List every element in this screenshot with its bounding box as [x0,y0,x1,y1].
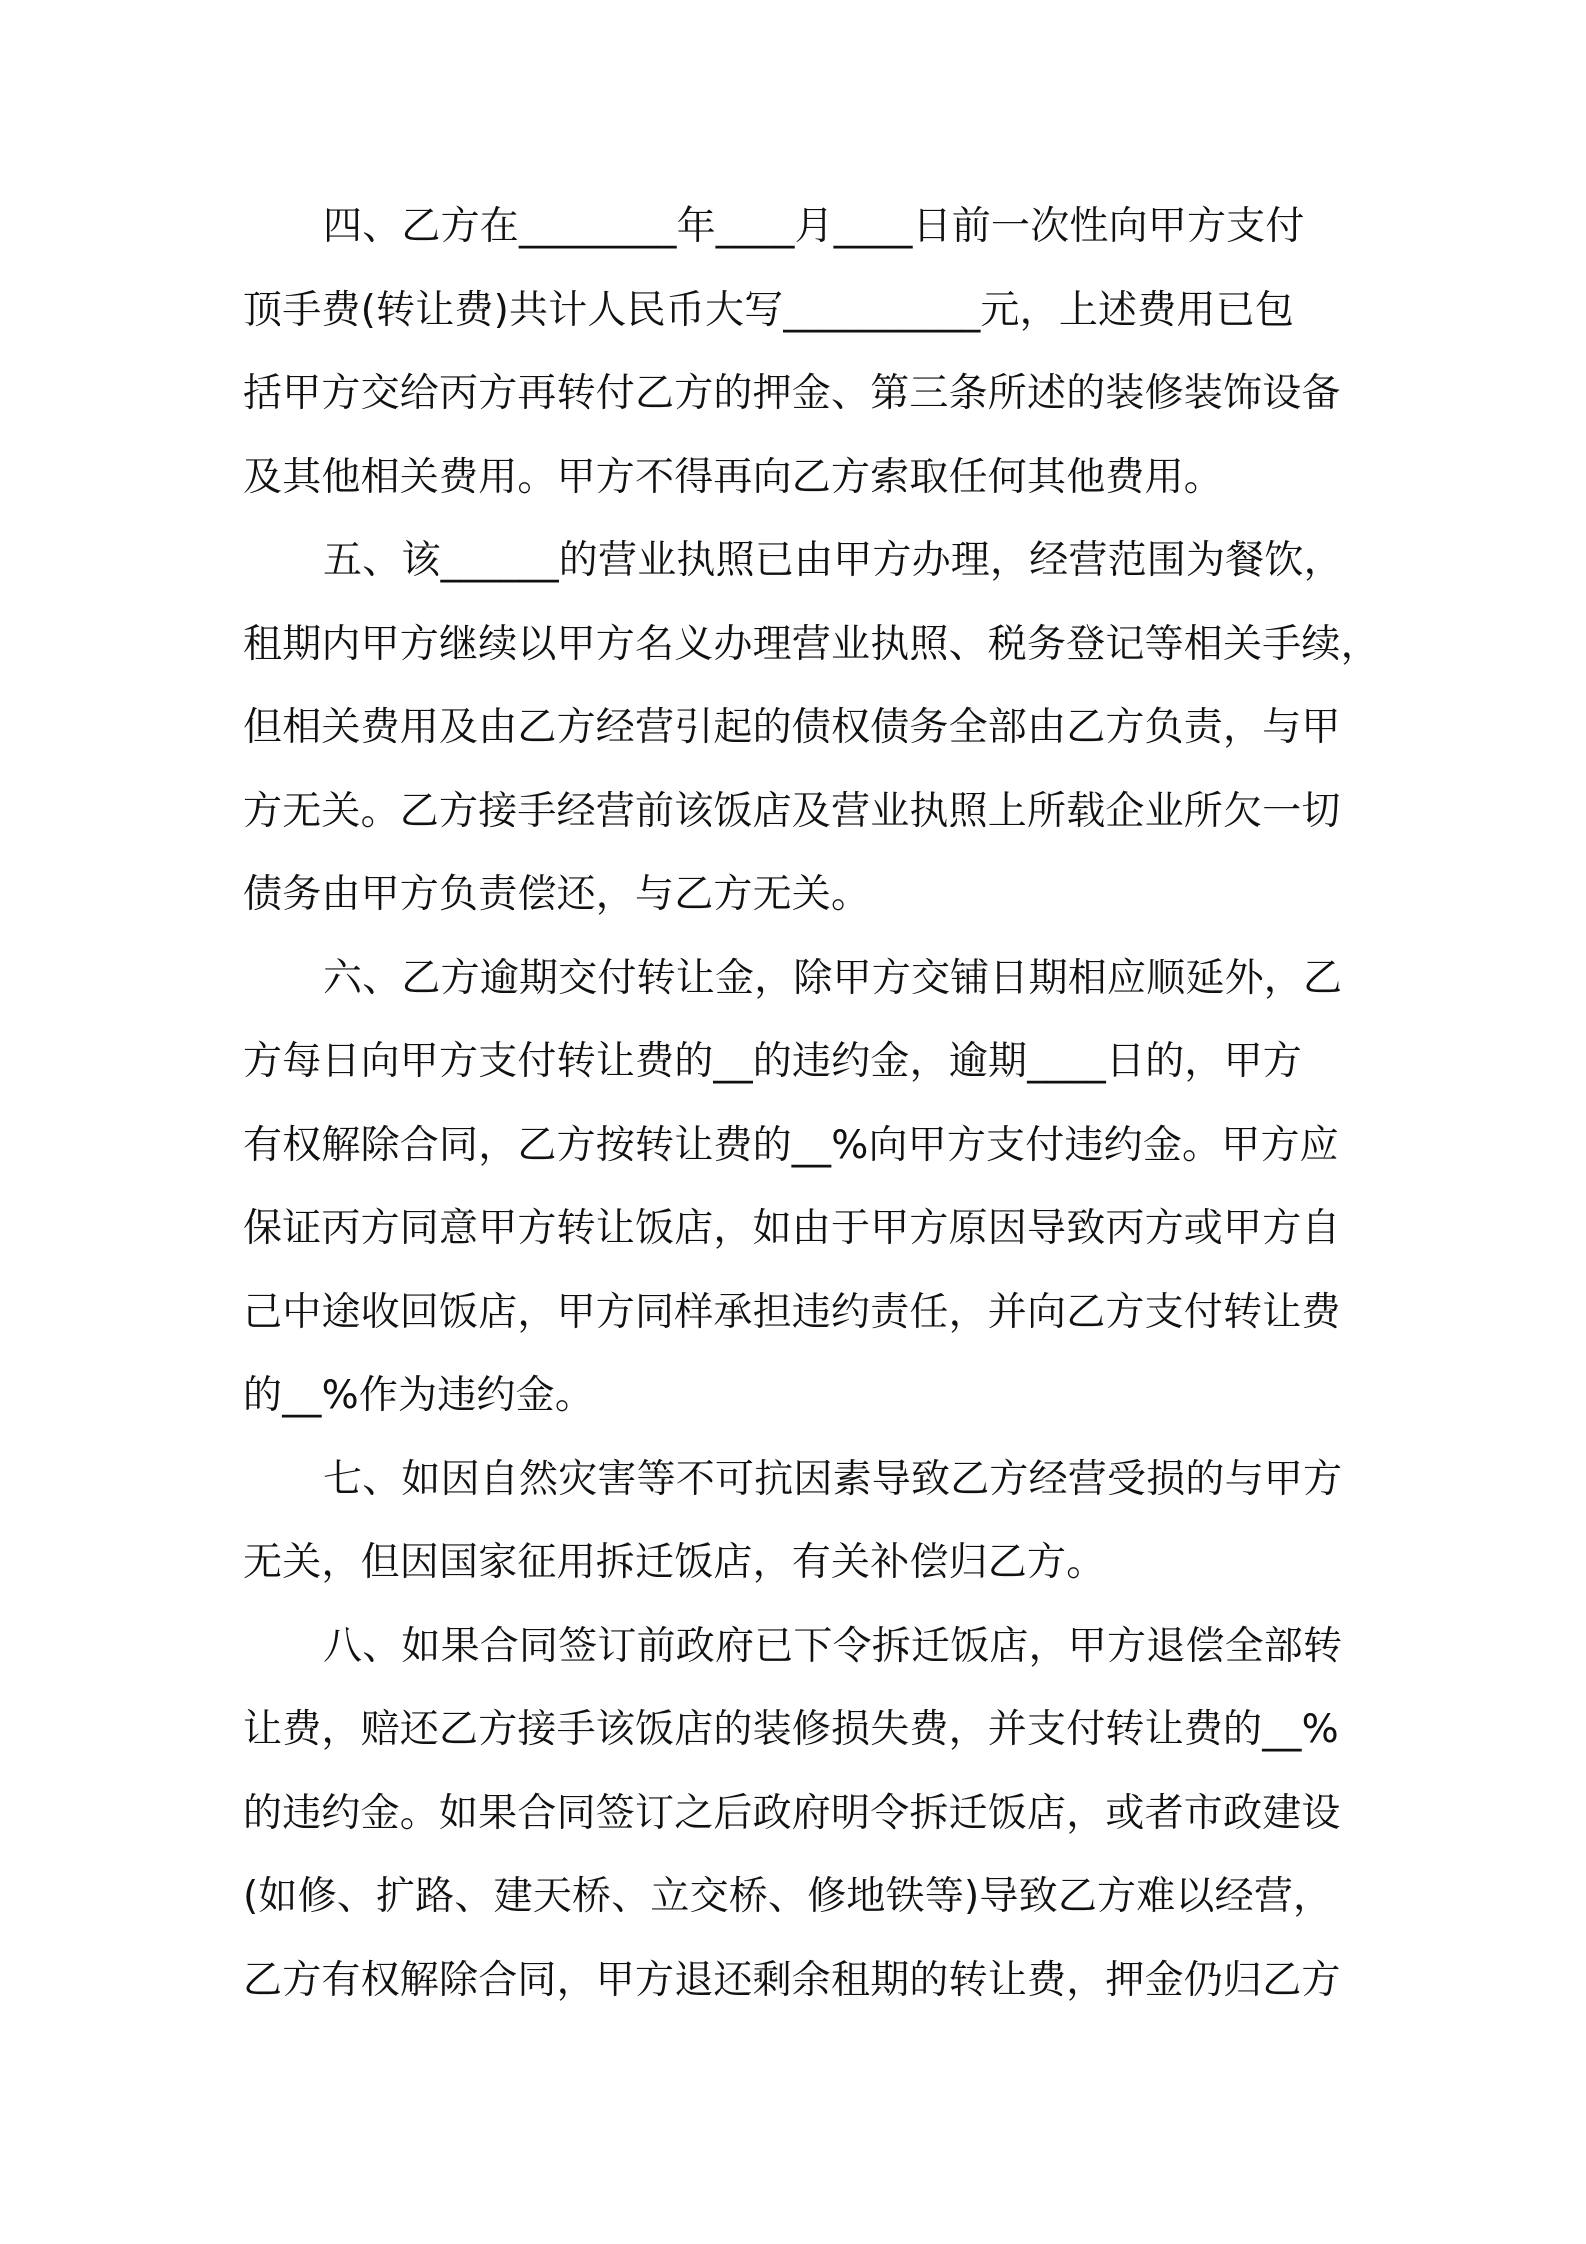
clause-7-line-1: 七、如因自然灾害等不可抗因素导致乙方经营受损的与甲方 [323,1456,1343,1502]
contract-text [243,185,1380,2022]
clause-5-line-4: 方无关。乙方接手经营前该饭店及营业执照上所载企业所欠一切 [243,788,1341,834]
clause-8-line-3: 的违约金。如果合同签订之后政府明令拆迁饭店，或者市政建设 [243,1790,1341,1836]
clause-7-line-2: 无关，但因国家征用拆迁饭店，有关补偿归乙方。 [243,1540,1106,1585]
clause-8-line-4: (如修、扩路、建天桥、立交桥、修地铁等)导致乙方难以经营， [243,1874,1333,1919]
clause-6-line-5: 己中途收回饭店，甲方同样承担违约责任，并向乙方支付转让费 [243,1289,1341,1335]
clause-4-line-3: 括甲方交给丙方再转付乙方的押金、第三条所述的装修装饰设备 [243,371,1341,416]
clause-5-line-1: 五、该______的营业执照已由甲方办理，经营范围为餐饮， [323,538,1343,583]
clause-4-line-2: 顶手费(转让费)共计人民币大写__________元，上述费用已包 [243,287,1295,333]
clause-6-line-1: 六、乙方逾期交付转让金，除甲方交铺日期相应顺延外，乙 [323,955,1343,1001]
clause-4-line-4: 及其他相关费用。甲方不得再向乙方索取任何其他费用。 [243,454,1224,500]
clause-8-line-2: 让费，赔还乙方接手该饭店的装修损失费，并支付转让费的__% [243,1707,1339,1752]
clause-6-line-6: 的__%作为违约金。 [243,1373,595,1418]
clause-5-line-3: 但相关费用及由乙方经营引起的债权债务全部由乙方负责，与甲 [243,705,1341,750]
clause-4-line-1: 四、乙方在________年____月____日前一次性向甲方支付 [323,204,1305,249]
clause-6-line-3: 有权解除合同，乙方按转让费的__%向甲方支付违约金。甲方应 [243,1122,1339,1168]
clause-8-line-1: 八、如果合同签订前政府已下令拆迁饭店，甲方退偿全部转 [323,1623,1343,1669]
clause-5-line-2: 租期内甲方继续以甲方名义办理营业执照、税务登记等相关手续， [243,621,1380,667]
clause-6-line-2: 方每日向甲方支付转让费的__的违约金，逾期____日的，甲方 [243,1039,1303,1084]
clause-8-line-5: 乙方有权解除合同，甲方退还剩余租期的转让费，押金仍归乙方 [243,1957,1341,2003]
clause-6-line-4: 保证丙方同意甲方转让饭店，如由于甲方原因导致丙方或甲方自 [243,1206,1341,1251]
clause-5-line-5: 债务由甲方负责偿还，与乙方无关。 [243,872,871,917]
